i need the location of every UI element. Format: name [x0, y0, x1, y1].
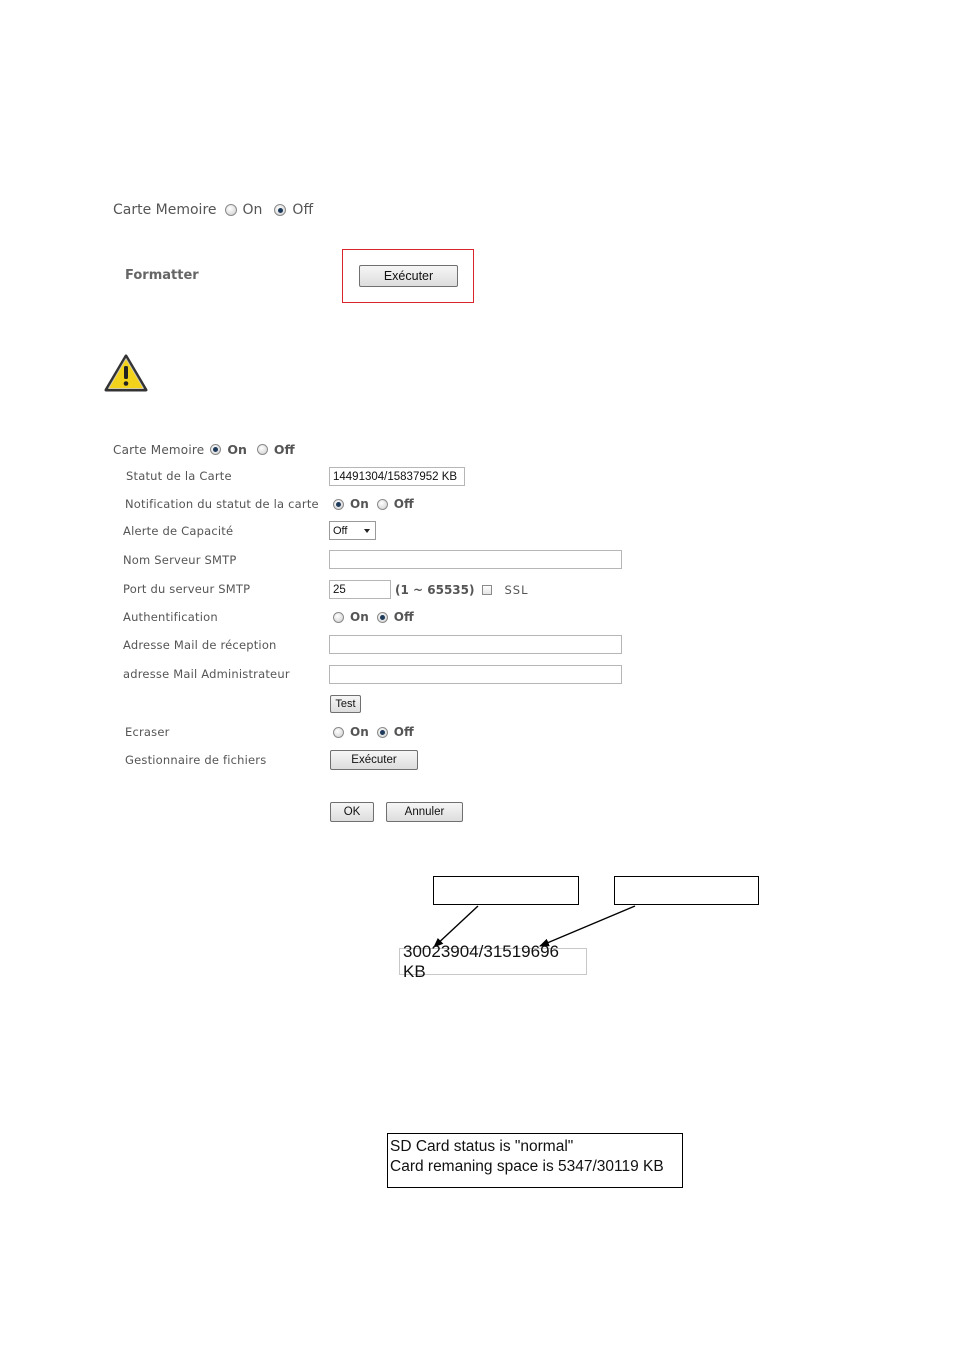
form-carte-on-label: On	[227, 442, 247, 457]
ssl-label: SSL	[504, 583, 529, 597]
alerte-select-value: Off	[333, 524, 348, 537]
top-off-label: Off	[292, 202, 314, 218]
ecraser-off-label: Off	[393, 725, 414, 739]
statut-field: 14491304/15837952 KB	[329, 467, 465, 486]
smtp-server-label: Nom Serveur SMTP	[123, 553, 237, 567]
gestionnaire-execute-button[interactable]: Exécuter	[330, 750, 418, 770]
gestionnaire-label: Gestionnaire de fichiers	[125, 753, 267, 767]
top-on-label: On	[242, 202, 263, 218]
email-line-1: SD Card status is "normal"	[390, 1138, 574, 1155]
auth-on-label: On	[350, 610, 369, 624]
ok-button[interactable]: OK	[330, 802, 374, 822]
statut-label: Statut de la Carte	[126, 469, 232, 483]
auth-off-label: Off	[393, 610, 414, 624]
admin-mail-label: adresse Mail Administrateur	[123, 667, 290, 681]
formatter-label: Formatter	[125, 268, 199, 283]
form-carte-off-label: Off	[273, 442, 295, 457]
test-button[interactable]: Test	[330, 695, 361, 713]
notification-on-label: On	[350, 497, 369, 511]
arrow-right	[540, 906, 635, 946]
notification-off-label: Off	[393, 497, 414, 511]
ecraser-label: Ecraser	[125, 725, 170, 739]
ecraser-on-label: On	[350, 725, 369, 739]
format-execute-button[interactable]: Exécuter	[359, 265, 458, 287]
top-carte-memoire-label: Carte Memoire	[113, 202, 217, 218]
cancel-button[interactable]: Annuler	[386, 802, 463, 822]
notification-label: Notification du statut de la carte	[125, 497, 319, 511]
auth-label: Authentification	[123, 610, 218, 624]
email-line-2: Card remaning space is 5347/30119 KB	[390, 1158, 664, 1175]
alerte-label: Alerte de Capacité	[123, 524, 234, 538]
email-message-box	[387, 1133, 683, 1188]
form-carte-memoire-label: Carte Memoire	[113, 442, 205, 457]
smtp-port-input[interactable]: 25	[329, 580, 391, 599]
recv-mail-label: Adresse Mail de réception	[123, 638, 277, 652]
diagram-value-text: 30023904/31519696 KB	[403, 941, 559, 981]
diagram-value-box	[399, 941, 587, 981]
smtp-port-label: Port du serveur SMTP	[123, 582, 251, 596]
smtp-port-range: (1 ~ 65535)	[395, 583, 475, 597]
